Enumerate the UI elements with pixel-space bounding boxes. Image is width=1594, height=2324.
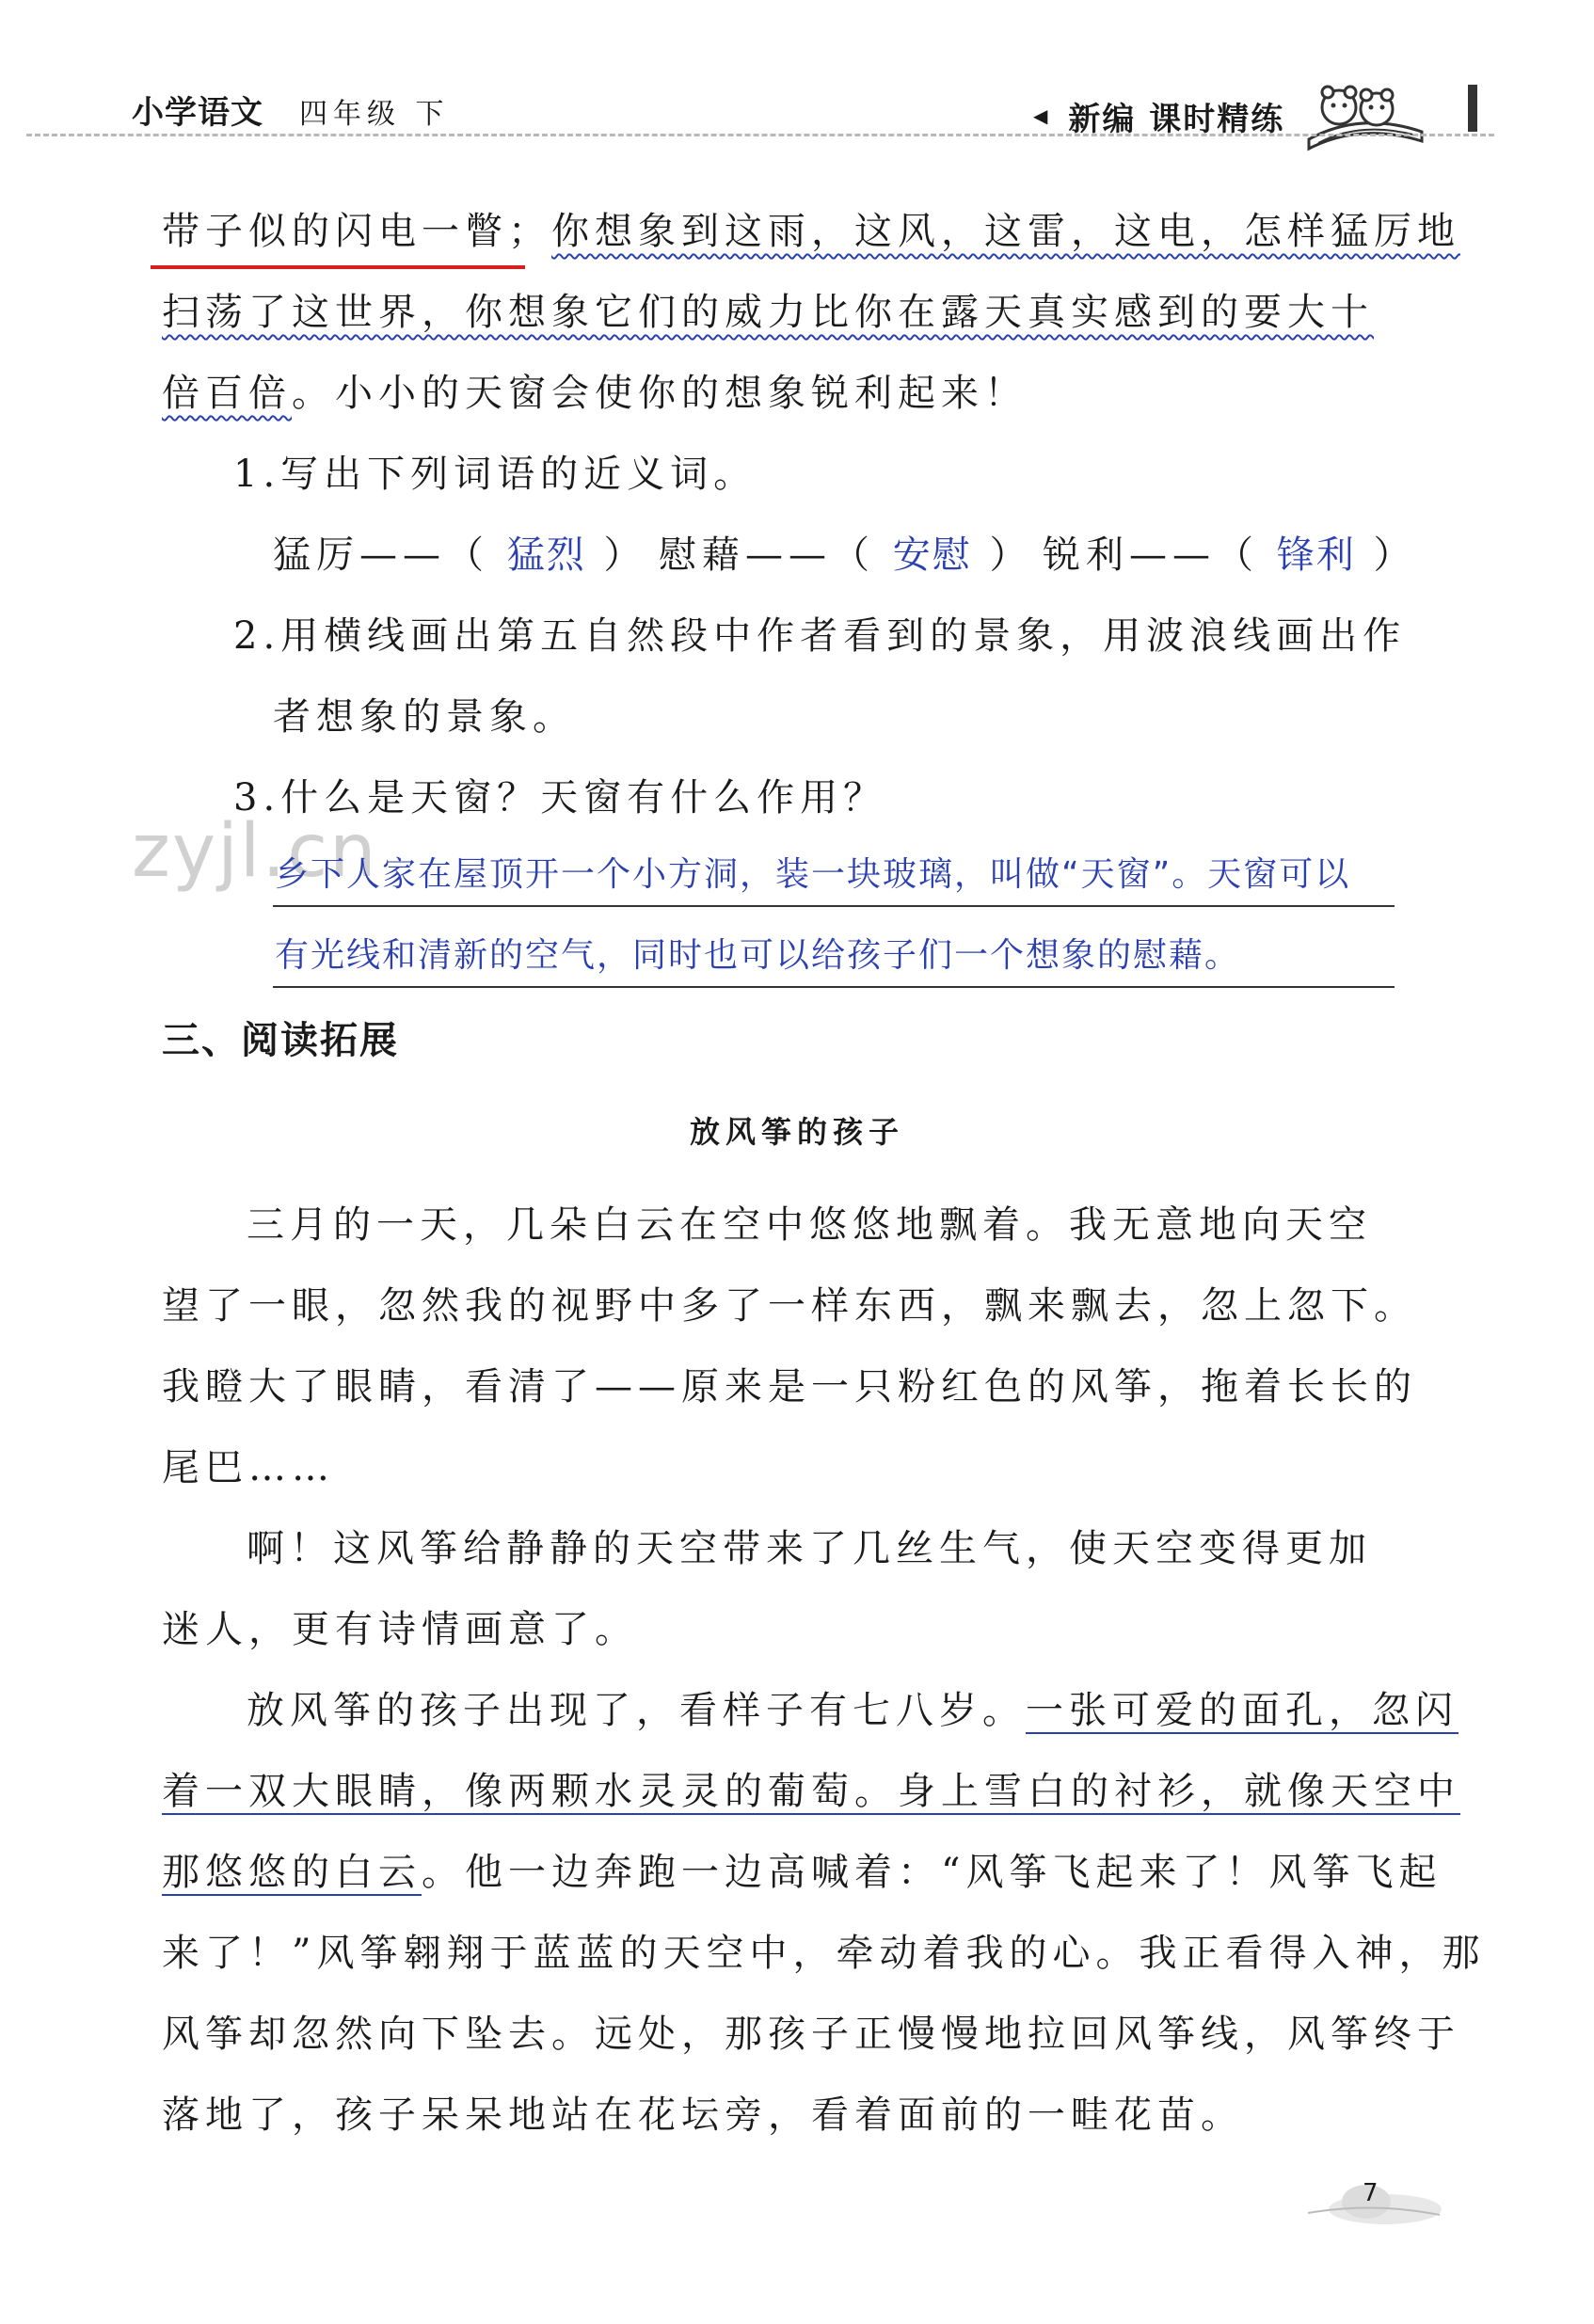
article-p1-line-3: 我瞪大了眼睛，看清了——原来是一只粉红色的风筝，拖着长长的 xyxy=(162,1365,1417,1409)
synonym-pair-3 xyxy=(1043,529,1416,581)
series-title: 新编 课时精练 xyxy=(1068,100,1285,138)
passage-imagined-phrase-2: 扫荡了这世界，你想象它们的威力比你在露天真实感到的要大十 xyxy=(162,291,1374,334)
header-bar xyxy=(1468,85,1477,132)
synonym-bracket: ） xyxy=(1373,533,1417,577)
synonym-pair-1 xyxy=(273,529,646,581)
article-title: 放风筝的孩子 xyxy=(689,1114,904,1150)
article-p2-line-1: 啊！这风筝给静静的天空带来了几丝生气，使天空变得更加 xyxy=(247,1527,1372,1570)
article-p3-line-2 xyxy=(162,1765,1460,1818)
passage-imagined-phrase-3: 倍百倍 xyxy=(162,372,292,415)
answer-rule-2 xyxy=(273,986,1395,988)
underlined-description: 那悠悠的白云 xyxy=(162,1851,422,1894)
passage-line-2 xyxy=(162,286,1374,339)
section-title: 三、阅读拓展 xyxy=(162,1019,399,1062)
header-divider xyxy=(26,134,1494,136)
article-text: 。他一边奔跑一边高喊着：“风筝飞起来了！风筝飞起 xyxy=(422,1851,1443,1894)
triangle-left-icon: ◀ xyxy=(1033,104,1048,127)
synonym-answer[interactable]: 猛烈 xyxy=(506,533,586,577)
synonym-word: 慰藉——（ xyxy=(659,533,875,577)
synonym-bracket: ） xyxy=(603,533,647,577)
article-p3-line-3 xyxy=(162,1846,1442,1899)
passage-punct: ； xyxy=(508,210,551,253)
article-p1-line-4: 尾巴…… xyxy=(162,1446,335,1489)
underlined-description: 身上雪白的衬衫，就像天空中 xyxy=(898,1770,1460,1813)
article-p3-line-1 xyxy=(247,1684,1459,1737)
question-1: 1.写出下列词语的近义词。 xyxy=(233,453,757,496)
question-3: 3.什么是天窗？天窗有什么作用？ xyxy=(233,776,887,820)
answer-line-2[interactable]: 有光线和清新的空气，同时也可以给孩子们一个想象的慰藉。 xyxy=(275,936,1241,975)
synonym-answer[interactable]: 锋利 xyxy=(1276,533,1356,577)
article-p3-line-6: 落地了，孩子呆呆地站在花坛旁，看着面前的一畦花苗。 xyxy=(162,2093,1244,2137)
article-p1-line-2: 望了一眼，忽然我的视野中多了一样东西，飘来飘去，忽上忽下。 xyxy=(162,1284,1417,1328)
synonym-word: 猛厉——（ xyxy=(273,533,489,577)
question-2-line-2: 者想象的景象。 xyxy=(273,695,576,739)
article-p2-line-2: 迷人，更有诗情画意了。 xyxy=(162,1608,638,1651)
page-header-right xyxy=(1033,73,1431,158)
passage-imagined-phrase: 你想象到这雨，这风，这雷，这电，怎样猛厉地 xyxy=(551,210,1460,253)
watermark: zyjl.cn xyxy=(132,809,378,894)
passage-seen-phrase: 带子似的闪电一瞥 xyxy=(162,210,508,253)
grade-label: 四年级 下 xyxy=(299,98,450,131)
page-header-left xyxy=(132,87,450,133)
bear-book-logo-icon xyxy=(1290,73,1431,158)
answer-rule-1 xyxy=(273,905,1395,907)
subject-title: 小学语文 xyxy=(132,94,263,132)
underlined-description: 着一双大眼睛，像两颗水灵灵的葡萄。 xyxy=(162,1770,898,1813)
synonym-bracket: ） xyxy=(989,533,1033,577)
passage-line-3 xyxy=(162,367,1028,420)
question-2-line-1: 2.用横线画出第五自然段中作者看到的景象，用波浪线画出作 xyxy=(233,614,1407,658)
synonym-answer[interactable]: 安慰 xyxy=(892,533,972,577)
answer-line-1[interactable]: 乡下人家在屋顶开一个小方洞，装一块玻璃，叫做“天窗”。天窗可以 xyxy=(275,855,1351,894)
red-underline xyxy=(151,265,525,269)
article-p1-line-1: 三月的一天，几朵白云在空中悠悠地飘着。我无意地向天空 xyxy=(247,1203,1372,1247)
article-p3-line-5: 风筝却忽然向下坠去。远处，那孩子正慢慢地拉回风筝线，风筝终于 xyxy=(162,2013,1460,2056)
article-p3-line-4: 来了！”风筝翱翔于蓝蓝的天空中，牵动着我的心。我正看得入神，那 xyxy=(162,1932,1486,1975)
article-text: 放风筝的孩子出现了，看样子有七八岁。 xyxy=(247,1689,1026,1732)
underlined-description: 一张可爱的面孔，忽闪 xyxy=(1026,1689,1459,1732)
synonym-word: 锐利——（ xyxy=(1043,533,1259,577)
synonym-pair-2 xyxy=(659,529,1032,581)
page-number: 7 xyxy=(1363,2179,1379,2207)
passage-closing: 。小小的天窗会使你的想象锐利起来！ xyxy=(292,372,1028,415)
passage-line-1 xyxy=(162,205,1460,258)
